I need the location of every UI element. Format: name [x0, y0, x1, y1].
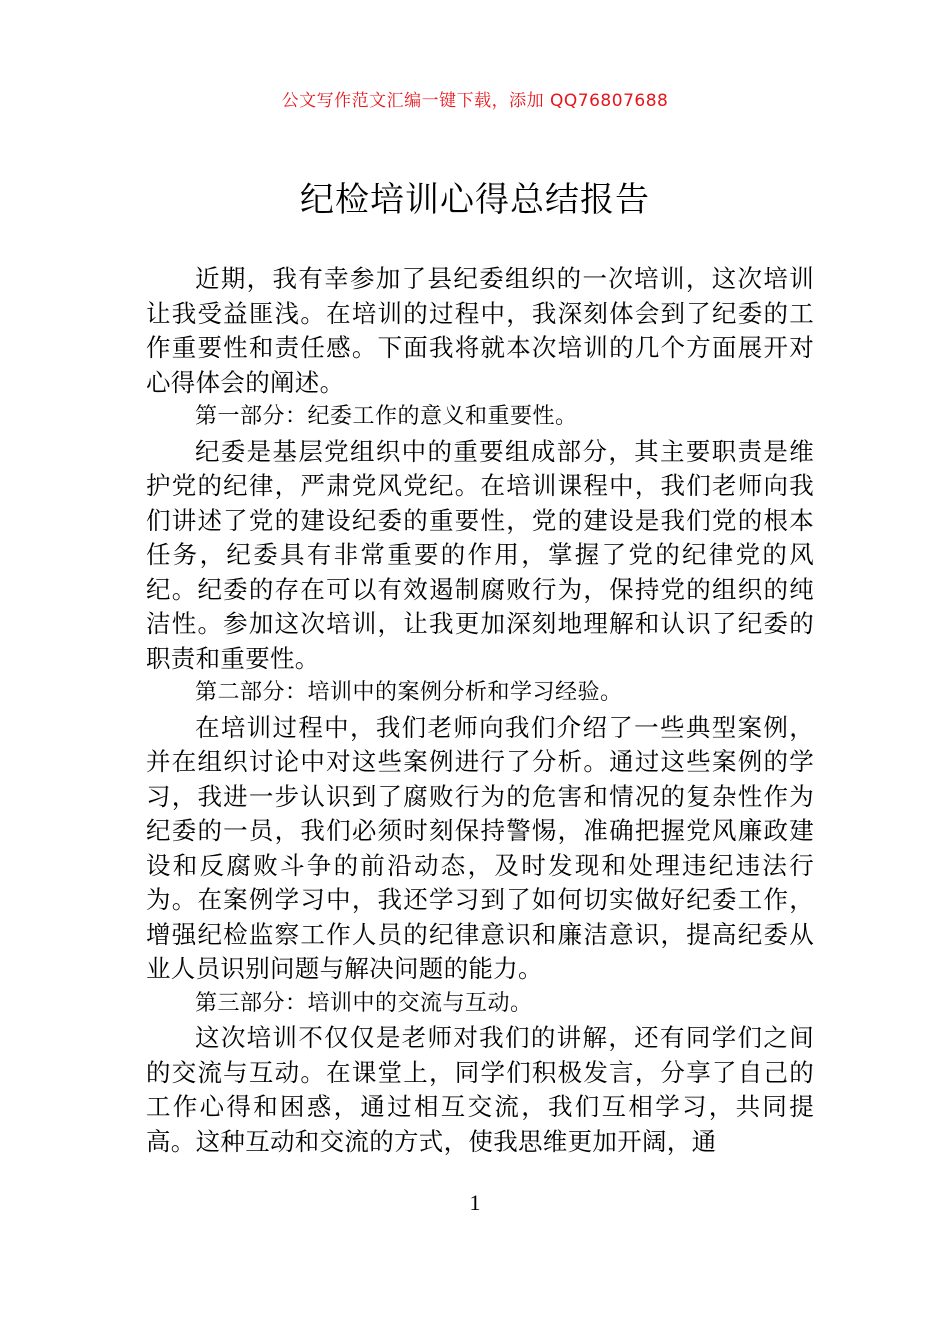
document-body [146, 262, 814, 1159]
document-title: 纪检培训心得总结报告 [300, 180, 650, 220]
section-heading-3: 第三部分：培训中的交流与互动。 [195, 990, 533, 1016]
section-heading-1: 第一部分：纪委工作的意义和重要性。 [195, 404, 578, 429]
section-heading-2: 第二部分：培训中的案例分析和学习经验。 [195, 680, 623, 705]
intro-paragraph: 近期，我有幸参加了县纪委组织的一次培训，这次培训让我受益匪浅。在培训的过程中，我深刻体会到了纪委的工作重要性和责任感。下面我将就本次培训的几个方面展开对心得体会的阐述。 [146, 264, 814, 397]
page-number: 1 [469, 1190, 481, 1215]
section-2-paragraph: 在培训过程中，我们老师向我们介绍了一些典型案例，并在组织讨论中对这些案例进行了分析。通过这些案例的学习，我进一步认识到了腐败行为的危害和情况的复杂性作为纪委的一员，我们必须时刻保持警惕，准确把握党风廉政建设和反腐败斗争的前沿动态，及时发现和处理违纪违法行为。在案例学习中，我还学习到了如何切实做好纪委工作，增强纪检监察工作人员的纪律意识和廉洁意识，提高纪委从业人员识别问题与解决问题的能力。 [146, 712, 814, 983]
section-1-paragraph: 纪委是基层党组织中的重要组成部分，其主要职责是维护党的纪律，严肃党风党纪。在培训课程中，我们老师向我们讲述了党的建设纪委的重要性，党的建设是我们党的根本任务，纪委具有非常重要的作用，掌握了党的纪律党的风纪。纪委的存在可以有效遏制腐败行为，保持党的组织的纯洁性。参加这次培训，让我更加深刻地理解和认识了纪委的职责和重要性。 [146, 436, 814, 673]
section-3-paragraph: 这次培训不仅仅是老师对我们的讲解，还有同学们之间的交流与互动。在课堂上，同学们积极发言，分享了自己的工作心得和困惑，通过相互交流，我们互相学习，共同提高。这种互动和交流的方式，使我思维更加开阔，通 [146, 1023, 814, 1156]
download-promo-note: 公文写作范文汇编一键下载，添加 QQ76807688 [281, 91, 669, 111]
